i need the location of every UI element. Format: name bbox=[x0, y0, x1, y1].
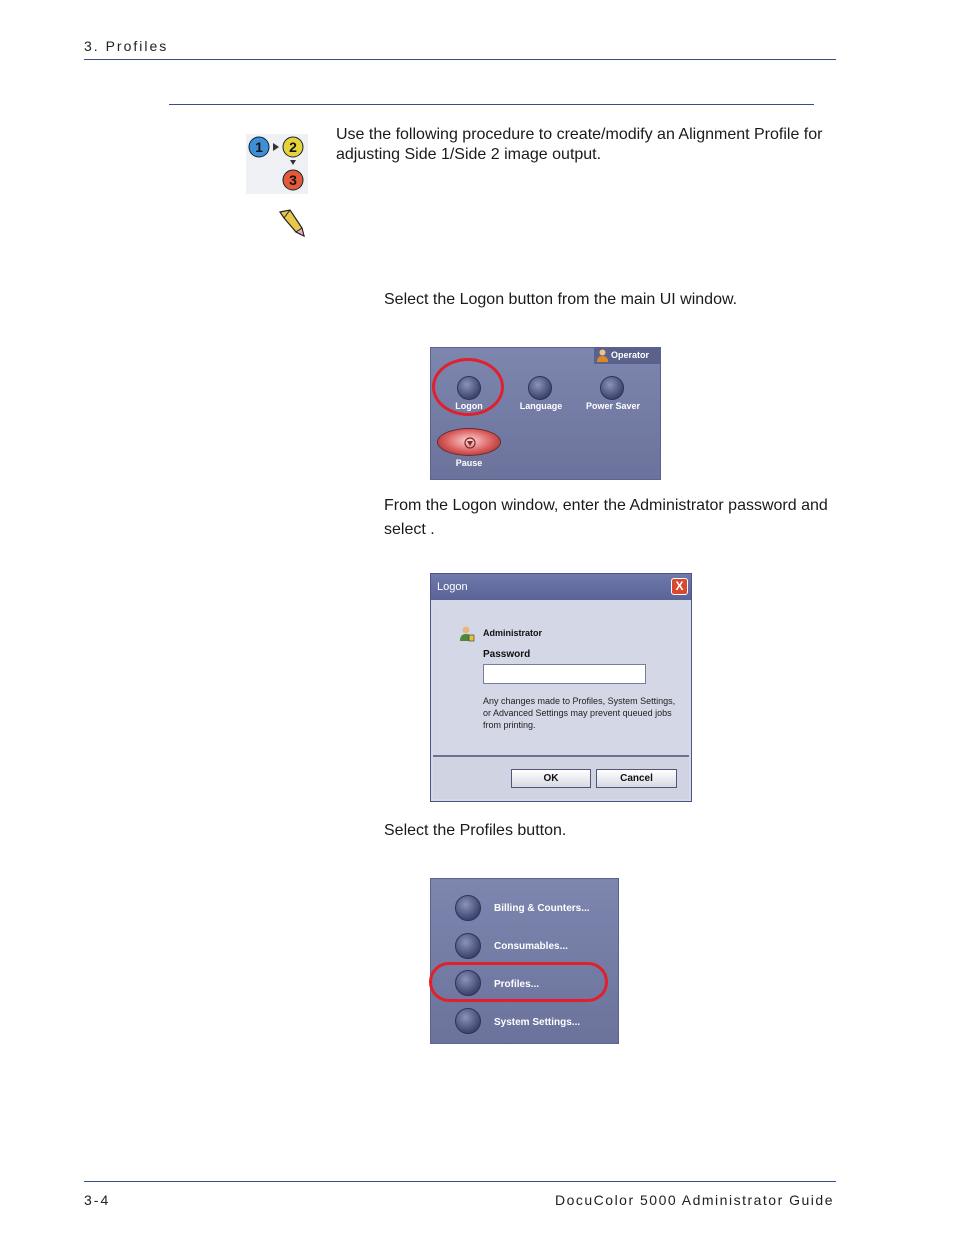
warning-text: Any changes made to Profiles, System Settings, or Advanced Settings may prevent queued jobs from printing. bbox=[483, 696, 676, 730]
dialog-titlebar bbox=[431, 574, 691, 600]
guide-title: DocuColor 5000 Administrator Guide bbox=[554, 1192, 834, 1208]
dialog-title: Logon bbox=[437, 581, 468, 593]
consumables-button[interactable] bbox=[455, 933, 481, 959]
footer-rule bbox=[84, 1181, 836, 1182]
pencil-note-icon bbox=[276, 208, 308, 238]
main-ui-screenshot bbox=[430, 347, 661, 480]
power-saver-button[interactable] bbox=[600, 376, 624, 400]
ok-button[interactable]: OK bbox=[511, 769, 591, 788]
administrator-user-icon bbox=[459, 626, 475, 642]
step-2-text: From the Logon window, enter the Administrator password and select . bbox=[384, 497, 828, 538]
profiles-menu-screenshot bbox=[430, 878, 619, 1044]
header-rule bbox=[84, 59, 836, 60]
step-3-text: Select the Profiles button. bbox=[384, 822, 567, 839]
pause-icon bbox=[438, 429, 502, 457]
profiles-label: Profiles... bbox=[494, 979, 540, 990]
billing-counters-button[interactable] bbox=[455, 895, 481, 921]
language-button[interactable] bbox=[528, 376, 552, 400]
operator-bar bbox=[594, 348, 660, 364]
logon-dialog-screenshot bbox=[430, 573, 692, 802]
step-1-text: Select the Logon button from the main UI window. bbox=[384, 291, 738, 308]
consumables-label: Consumables... bbox=[494, 941, 568, 952]
power-saver-label: Power Saver bbox=[585, 401, 641, 411]
step-number-1: 1 bbox=[255, 139, 263, 155]
running-head: 3. Profiles bbox=[84, 38, 169, 54]
logon-highlight-ring bbox=[432, 358, 504, 416]
administrator-label: Administrator bbox=[483, 628, 543, 638]
system-settings-label: System Settings... bbox=[494, 1017, 581, 1028]
close-button[interactable]: X bbox=[671, 578, 688, 595]
language-label: Language bbox=[519, 401, 563, 411]
billing-counters-label: Billing & Counters... bbox=[494, 903, 590, 914]
page-number: 3-4 bbox=[84, 1192, 111, 1208]
logon-label: Logon bbox=[455, 401, 483, 411]
pause-button[interactable] bbox=[437, 428, 501, 456]
profiles-highlight-ring bbox=[429, 962, 608, 1002]
procedure-steps-icon bbox=[246, 134, 308, 194]
step-number-2: 2 bbox=[289, 139, 297, 155]
operator-user-icon bbox=[597, 349, 608, 362]
password-label: Password bbox=[483, 649, 531, 660]
operator-label: Operator bbox=[611, 350, 650, 360]
step-number-3: 3 bbox=[289, 172, 297, 188]
password-input[interactable] bbox=[483, 664, 646, 684]
pause-label: Pause bbox=[455, 458, 483, 468]
cancel-button[interactable]: Cancel bbox=[596, 769, 677, 788]
intro-paragraph: Use the following procedure to create/modify an Alignment Profile for adjusting Side 1/Side 2 image output. bbox=[336, 126, 823, 163]
section-rule bbox=[169, 104, 814, 105]
system-settings-button[interactable] bbox=[455, 1008, 481, 1034]
